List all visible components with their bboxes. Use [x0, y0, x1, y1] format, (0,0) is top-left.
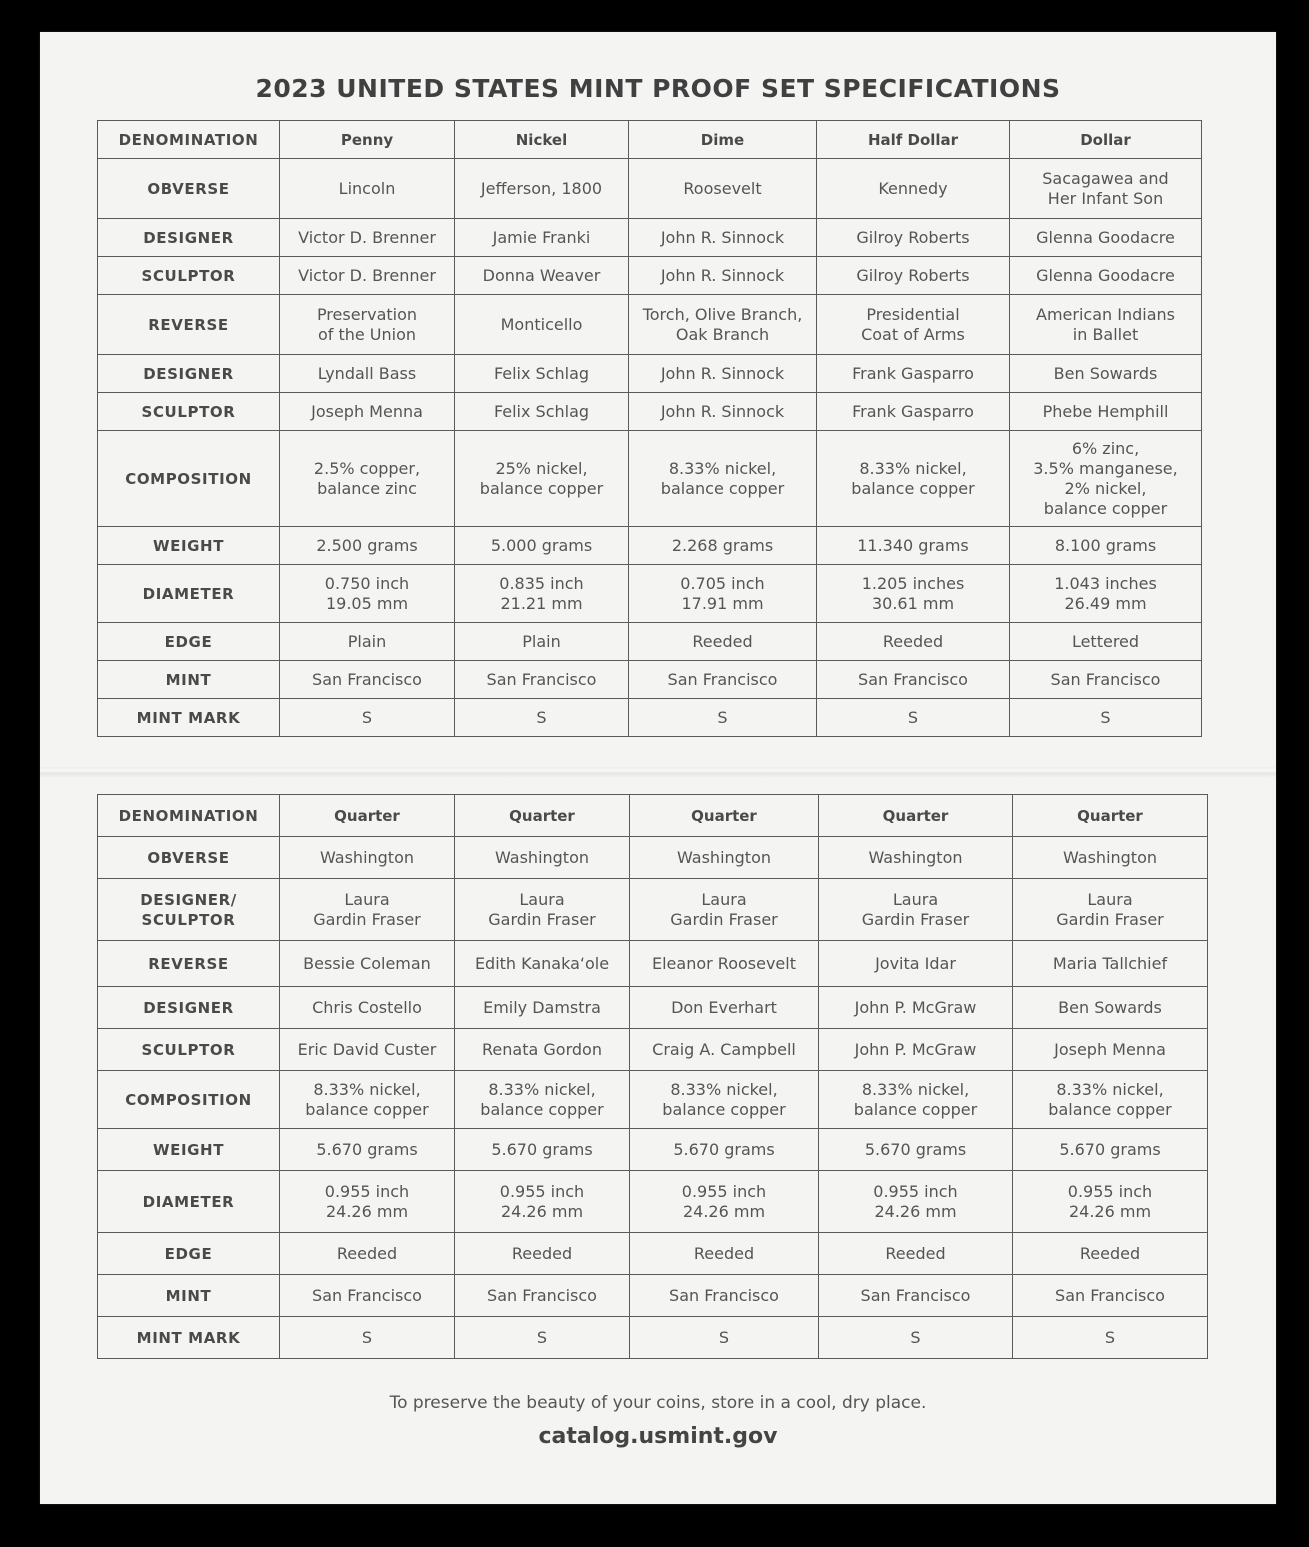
table-row: [98, 1233, 1208, 1275]
row-label: MINT: [98, 1275, 280, 1317]
table-cell: 1.043 inches 26.49 mm: [1010, 565, 1202, 623]
table-cell: 2.5% copper, balance zinc: [280, 431, 455, 527]
table-cell: Phebe Hemphill: [1010, 393, 1202, 431]
denomination-header: Nickel: [455, 121, 629, 159]
table-cell: San Francisco: [280, 661, 455, 699]
table-cell: Glenna Goodacre: [1010, 219, 1202, 257]
denomination-label: DENOMINATION: [98, 121, 280, 159]
table-row: [98, 987, 1208, 1029]
table-cell: 5.670 grams: [1013, 1129, 1208, 1171]
table-cell: Frank Gasparro: [817, 355, 1010, 393]
table-row: [98, 1029, 1208, 1071]
spec-card: [40, 32, 1276, 1504]
table-cell: 6% zinc, 3.5% manganese, 2% nickel, balance copper: [1010, 431, 1202, 527]
fold-line: [40, 767, 1276, 777]
table-cell: Victor D. Brenner: [280, 257, 455, 295]
table-cell: 0.955 inch 24.26 mm: [1013, 1171, 1208, 1233]
catalog-link[interactable]: catalog.usmint.gov: [538, 1424, 778, 1449]
table-cell: 5.670 grams: [280, 1129, 455, 1171]
table-cell: Donna Weaver: [455, 257, 629, 295]
header-row: [98, 795, 1208, 837]
table-cell: Reeded: [819, 1233, 1013, 1275]
table-cell: John R. Sinnock: [629, 219, 817, 257]
table-cell: 8.33% nickel, balance copper: [629, 431, 817, 527]
table-cell: San Francisco: [1013, 1275, 1208, 1317]
table-cell: Washington: [819, 837, 1013, 879]
table-cell: Laura Gardin Fraser: [455, 879, 630, 941]
table-cell: Lettered: [1010, 623, 1202, 661]
table-cell: Bessie Coleman: [280, 941, 455, 987]
table-row: [98, 623, 1202, 661]
table-cell: Reeded: [1013, 1233, 1208, 1275]
table-cell: 2.268 grams: [629, 527, 817, 565]
table-row: [98, 1317, 1208, 1359]
table-cell: Preservation of the Union: [280, 295, 455, 355]
table-row: [98, 1171, 1208, 1233]
row-label: COMPOSITION: [98, 1071, 280, 1129]
table-cell: Lyndall Bass: [280, 355, 455, 393]
row-label: MINT MARK: [98, 699, 280, 737]
table-cell: Jefferson, 1800: [455, 159, 629, 219]
table-cell: Reeded: [455, 1233, 630, 1275]
table-cell: Felix Schlag: [455, 355, 629, 393]
table-cell: S: [455, 1317, 630, 1359]
row-label: DESIGNER/ SCULPTOR: [98, 879, 280, 941]
row-label: EDGE: [98, 623, 280, 661]
table-cell: San Francisco: [455, 1275, 630, 1317]
row-label: DIAMETER: [98, 565, 280, 623]
table-cell: S: [455, 699, 629, 737]
table-cell: 8.33% nickel, balance copper: [455, 1071, 630, 1129]
table-cell: San Francisco: [455, 661, 629, 699]
row-label: REVERSE: [98, 941, 280, 987]
table-cell: Don Everhart: [630, 987, 819, 1029]
bottom-spec-table: [97, 794, 1208, 1359]
table-cell: 0.705 inch 17.91 mm: [629, 565, 817, 623]
header-row: [98, 121, 1202, 159]
table-cell: 11.340 grams: [817, 527, 1010, 565]
table-cell: Joseph Menna: [1013, 1029, 1208, 1071]
table-cell: 8.33% nickel, balance copper: [280, 1071, 455, 1129]
table-cell: 0.750 inch 19.05 mm: [280, 565, 455, 623]
table-cell: 1.205 inches 30.61 mm: [817, 565, 1010, 623]
table-cell: John P. McGraw: [819, 1029, 1013, 1071]
row-label: SCULPTOR: [98, 393, 280, 431]
row-label: COMPOSITION: [98, 431, 280, 527]
row-label: SCULPTOR: [98, 1029, 280, 1071]
table-cell: 5.670 grams: [455, 1129, 630, 1171]
table-cell: 8.33% nickel, balance copper: [819, 1071, 1013, 1129]
table-cell: Laura Gardin Fraser: [1013, 879, 1208, 941]
table-cell: Roosevelt: [629, 159, 817, 219]
table-cell: 0.955 inch 24.26 mm: [819, 1171, 1013, 1233]
table-cell: Craig A. Campbell: [630, 1029, 819, 1071]
row-label: SCULPTOR: [98, 257, 280, 295]
denomination-header: Penny: [280, 121, 455, 159]
table-row: [98, 1129, 1208, 1171]
table-cell: Monticello: [455, 295, 629, 355]
table-row: [98, 661, 1202, 699]
table-cell: Lincoln: [280, 159, 455, 219]
table-cell: S: [630, 1317, 819, 1359]
denomination-header: Dollar: [1010, 121, 1202, 159]
denomination-header: Quarter: [1013, 795, 1208, 837]
table-cell: Presidential Coat of Arms: [817, 295, 1010, 355]
table-cell: Emily Damstra: [455, 987, 630, 1029]
row-label: DIAMETER: [98, 1171, 280, 1233]
table-cell: Chris Costello: [280, 987, 455, 1029]
row-label: MINT: [98, 661, 280, 699]
table-cell: American Indians in Ballet: [1010, 295, 1202, 355]
table-cell: Edith Kanaka‘ole: [455, 941, 630, 987]
table-row: [98, 355, 1202, 393]
table-row: [98, 219, 1202, 257]
table-cell: Plain: [280, 623, 455, 661]
table-row: [98, 879, 1208, 941]
table-cell: S: [280, 1317, 455, 1359]
denomination-header: Quarter: [819, 795, 1013, 837]
table-cell: San Francisco: [1010, 661, 1202, 699]
table-row: [98, 295, 1202, 355]
table-row: [98, 159, 1202, 219]
row-label: DESIGNER: [98, 355, 280, 393]
table-cell: 5.670 grams: [819, 1129, 1013, 1171]
denomination-header: Quarter: [630, 795, 819, 837]
denomination-header: Quarter: [455, 795, 630, 837]
table-cell: 0.955 inch 24.26 mm: [455, 1171, 630, 1233]
row-label: EDGE: [98, 1233, 280, 1275]
table-cell: S: [1013, 1317, 1208, 1359]
table-cell: Maria Tallchief: [1013, 941, 1208, 987]
table-cell: 0.835 inch 21.21 mm: [455, 565, 629, 623]
table-cell: Jamie Franki: [455, 219, 629, 257]
table-cell: 8.33% nickel, balance copper: [1013, 1071, 1208, 1129]
table-cell: 5.000 grams: [455, 527, 629, 565]
denomination-header: Half Dollar: [817, 121, 1010, 159]
table-cell: San Francisco: [629, 661, 817, 699]
table-cell: 8.33% nickel, balance copper: [817, 431, 1010, 527]
table-cell: Washington: [280, 837, 455, 879]
row-label: MINT MARK: [98, 1317, 280, 1359]
row-label: WEIGHT: [98, 1129, 280, 1171]
table-cell: 2.500 grams: [280, 527, 455, 565]
table-cell: Reeded: [629, 623, 817, 661]
table-cell: Ben Sowards: [1013, 987, 1208, 1029]
table-cell: 25% nickel, balance copper: [455, 431, 629, 527]
row-label: REVERSE: [98, 295, 280, 355]
table-cell: 0.955 inch 24.26 mm: [630, 1171, 819, 1233]
table-row: [98, 837, 1208, 879]
table-row: [98, 257, 1202, 295]
table-cell: Eleanor Roosevelt: [630, 941, 819, 987]
table-cell: Frank Gasparro: [817, 393, 1010, 431]
table-cell: S: [817, 699, 1010, 737]
care-note: To preserve the beauty of your coins, store in a cool, dry place.: [389, 1393, 927, 1413]
table-cell: San Francisco: [817, 661, 1010, 699]
table-row: [98, 941, 1208, 987]
row-label: DESIGNER: [98, 219, 280, 257]
table-cell: Victor D. Brenner: [280, 219, 455, 257]
table-cell: Washington: [630, 837, 819, 879]
table-cell: San Francisco: [280, 1275, 455, 1317]
table-cell: Ben Sowards: [1010, 355, 1202, 393]
table-row: [98, 699, 1202, 737]
table-cell: Laura Gardin Fraser: [819, 879, 1013, 941]
table-cell: 8.33% nickel, balance copper: [630, 1071, 819, 1129]
table-cell: John P. McGraw: [819, 987, 1013, 1029]
table-cell: 0.955 inch 24.26 mm: [280, 1171, 455, 1233]
table-cell: Reeded: [280, 1233, 455, 1275]
table-cell: Reeded: [817, 623, 1010, 661]
table-cell: S: [1010, 699, 1202, 737]
table-cell: Laura Gardin Fraser: [280, 879, 455, 941]
table-cell: 5.670 grams: [630, 1129, 819, 1171]
table-cell: S: [280, 699, 455, 737]
table-row: [98, 1071, 1208, 1129]
table-cell: Renata Gordon: [455, 1029, 630, 1071]
denomination-header: Quarter: [280, 795, 455, 837]
table-cell: John R. Sinnock: [629, 257, 817, 295]
table-cell: Jovita Idar: [819, 941, 1013, 987]
denomination-label: DENOMINATION: [98, 795, 280, 837]
table-cell: Glenna Goodacre: [1010, 257, 1202, 295]
table-cell: Joseph Menna: [280, 393, 455, 431]
table-row: [98, 527, 1202, 565]
table-row: [98, 393, 1202, 431]
table-cell: S: [629, 699, 817, 737]
table-cell: Torch, Olive Branch, Oak Branch: [629, 295, 817, 355]
table-cell: John R. Sinnock: [629, 355, 817, 393]
table-cell: 8.100 grams: [1010, 527, 1202, 565]
table-cell: Felix Schlag: [455, 393, 629, 431]
table-cell: Laura Gardin Fraser: [630, 879, 819, 941]
page-title: 2023 UNITED STATES MINT PROOF SET SPECIFICATIONS: [255, 74, 1061, 103]
row-label: OBVERSE: [98, 159, 280, 219]
table-cell: Gilroy Roberts: [817, 257, 1010, 295]
row-label: WEIGHT: [98, 527, 280, 565]
table-cell: Gilroy Roberts: [817, 219, 1010, 257]
table-cell: Kennedy: [817, 159, 1010, 219]
row-label: DESIGNER: [98, 987, 280, 1029]
table-cell: Sacagawea and Her Infant Son: [1010, 159, 1202, 219]
table-cell: S: [819, 1317, 1013, 1359]
denomination-header: Dime: [629, 121, 817, 159]
table-cell: San Francisco: [819, 1275, 1013, 1317]
table-cell: Washington: [455, 837, 630, 879]
table-cell: John R. Sinnock: [629, 393, 817, 431]
table-cell: Washington: [1013, 837, 1208, 879]
row-label: OBVERSE: [98, 837, 280, 879]
top-spec-table: [97, 120, 1202, 737]
table-row: [98, 565, 1202, 623]
table-row: [98, 431, 1202, 527]
table-cell: Eric David Custer: [280, 1029, 455, 1071]
table-cell: San Francisco: [630, 1275, 819, 1317]
table-cell: Reeded: [630, 1233, 819, 1275]
table-cell: Plain: [455, 623, 629, 661]
table-row: [98, 1275, 1208, 1317]
